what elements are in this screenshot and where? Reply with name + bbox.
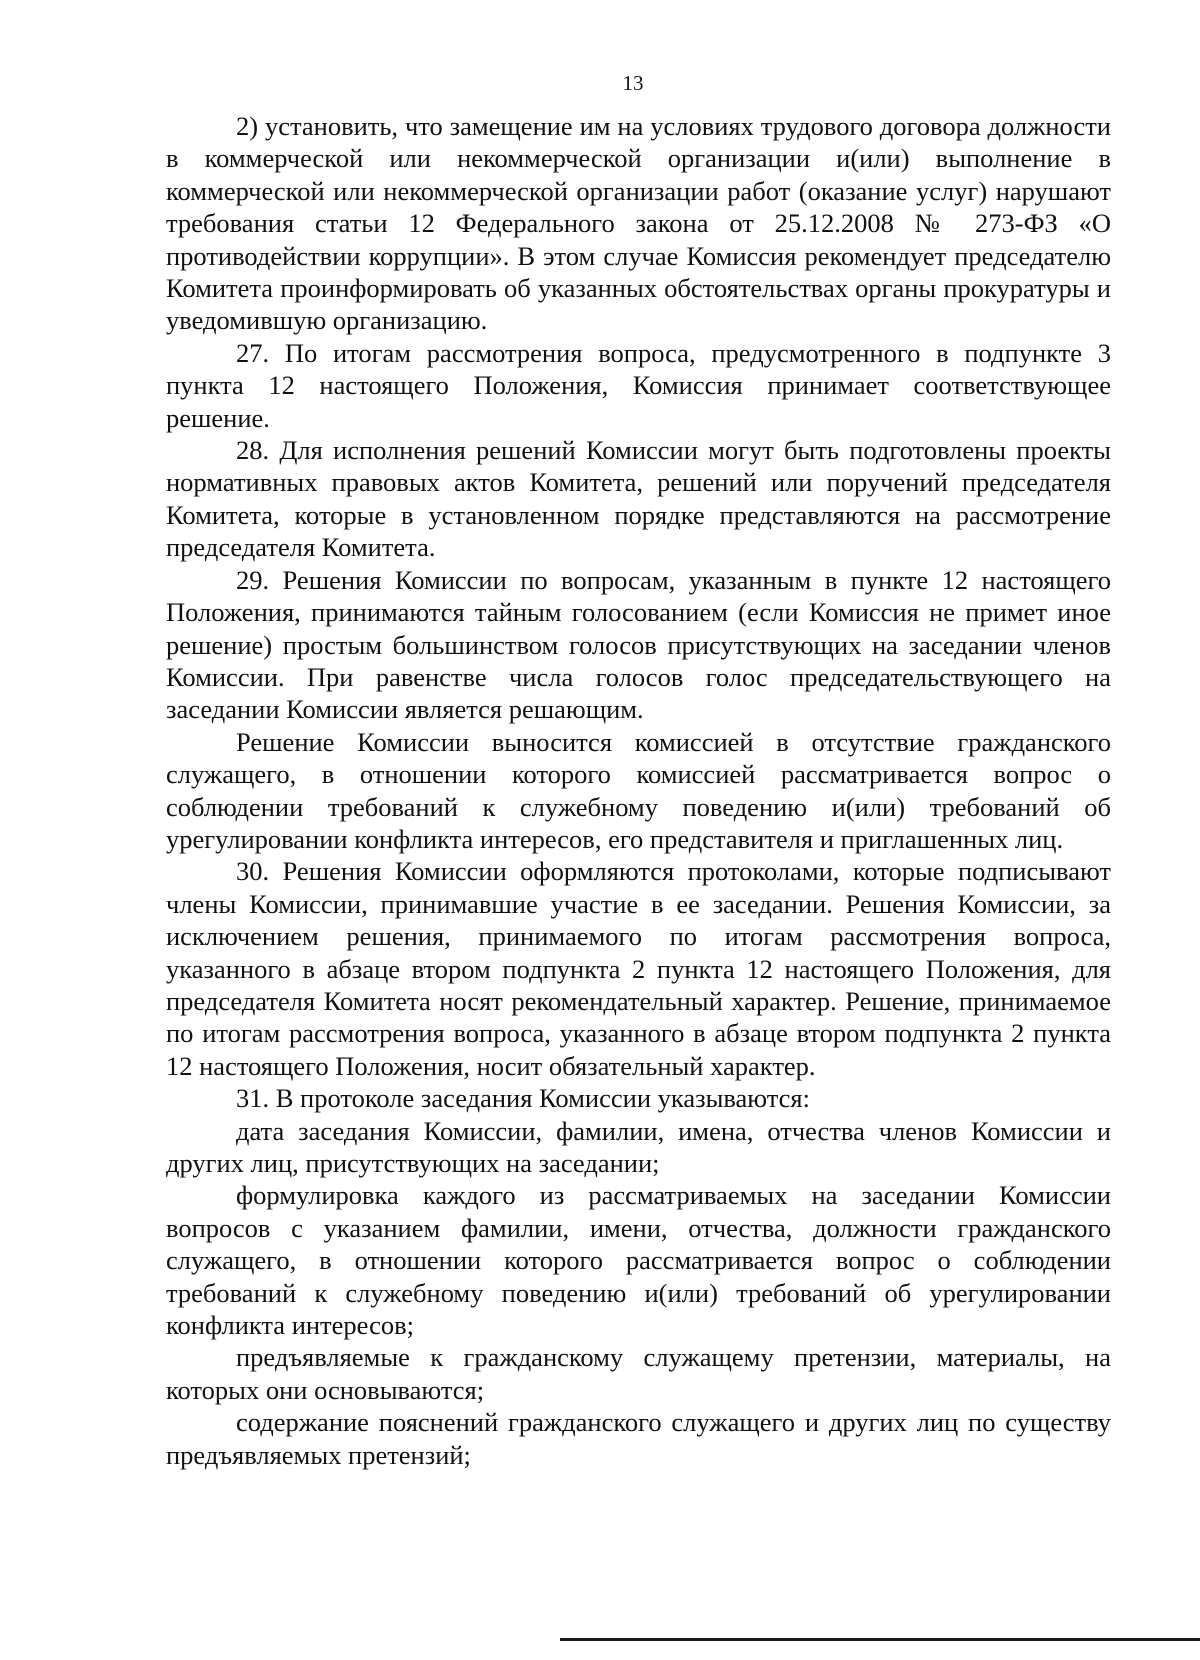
paragraph-30: 30. Решения Комиссии оформляются протоколами, которые подписывают члены Комиссии, принимавшие участие в ее заседании. Решения Комиссии, за исключением решения, принимаемого по итогам рассмотрения вопроса, указанного в абзаце втором подпункта 2 пункта 12 настоящего Положения, для председателя Комитета носят рекомендательный характер. Решение, принимаемое по итогам рассмотрения вопроса, указанного в абзаце втором подпункта 2 пункта 12 настоящего Положения, носит обязательный характер. — [166, 856, 1111, 1081]
document-body — [166, 110, 1111, 1471]
scan-edge-line — [560, 1638, 1200, 1641]
paragraph-28: 28. Для исполнения решений Комиссии могут быть подготовлены проекты нормативных правовых актов Комитета, решений или поручений председателя Комитета, которые в установленном порядке представляются на рассмотрение председателя Комитета. — [166, 435, 1111, 563]
paragraph-29: 29. Решения Комиссии по вопросам, указанным в пункте 12 настоящего Положения, принимаются тайным голосованием (если Комиссия не примет иное решение) простым большинством голосов присутствующих на заседании членов Комиссии. При равенстве числа голосов голос председательствующего на заседании Комиссии является решающим. — [166, 564, 1111, 725]
protocol-item-questions: формулировка каждого из рассматриваемых на заседании Комиссии вопросов с указанием фамилии, имени, отчества, должности гражданского служащего, в отношении которого рассматривается вопрос о соблюдении требований к служебному поведению и(или) требований об урегулировании конфликта интересов; — [166, 1180, 1111, 1341]
protocol-item-date: дата заседания Комиссии, фамилии, имена, отчества членов Комиссии и других лиц, присутствующих на заседании; — [166, 1115, 1111, 1178]
paragraph-item-2: 2) установить, что замещение им на условиях трудового договора должности в коммерческой или некоммерческой организации и(или) выполнение в коммерческой или некоммерческой организации работ (оказание услуг) нарушают требования статьи 12 Федерального закона от 25.12.2008 № 273-ФЗ «О противодействии коррупции». В этом случае Комиссия рекомендует председателю Комитета проинформировать об указанных обстоятельствах органы прокуратуры и уведомившую организацию. — [166, 111, 1111, 336]
page-number: 13 — [622, 71, 644, 95]
paragraph-27: 27. По итогам рассмотрения вопроса, предусмотренного в подпункте 3 пункта 12 настоящего Положения, Комиссия принимает соответствующее решение. — [166, 337, 1111, 433]
protocol-item-claims: предъявляемые к гражданскому служащему претензии, материалы, на которых они основываются; — [166, 1342, 1111, 1405]
paragraph-29-continued: Решение Комиссии выносится комиссией в отсутствие гражданского служащего, в отношении которого комиссией рассматривается вопрос о соблюдении требований к служебному поведению и(или) требований об урегулировании конфликта интересов, его представителя и приглашенных лиц. — [166, 726, 1111, 854]
protocol-item-explanations: содержание пояснений гражданского служащего и других лиц по существу предъявляемых претензий; — [166, 1407, 1111, 1470]
paragraph-31: 31. В протоколе заседания Комиссии указываются: — [236, 1083, 810, 1114]
